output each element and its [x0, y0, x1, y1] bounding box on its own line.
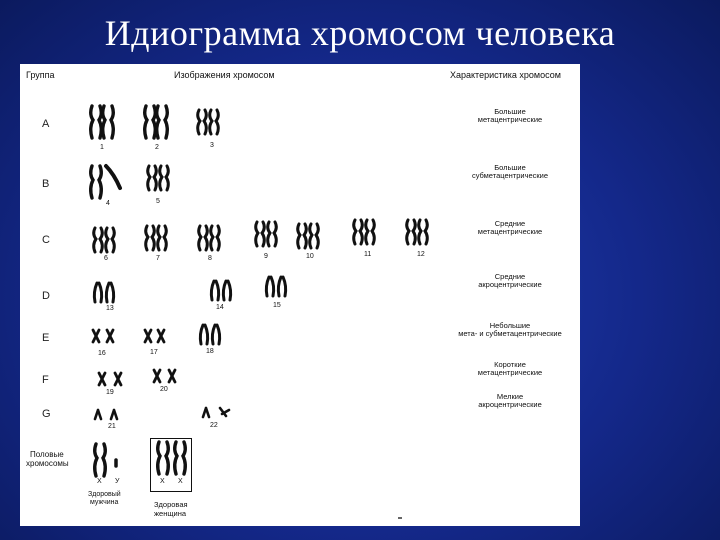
female-caption-1: Здоровая: [154, 500, 188, 509]
male-x-letter: X: [97, 478, 102, 485]
chromosome-number: 1: [100, 144, 104, 151]
sex-chromosomes-label-1: Половые: [30, 450, 64, 459]
chromosome-drawings: [20, 64, 580, 526]
chromosome-number: 4: [106, 200, 110, 207]
chromosome-number: 6: [104, 255, 108, 262]
chromosome-number: 3: [210, 142, 214, 149]
chromosome-number: 21: [108, 423, 116, 430]
chromosome-number: 19: [106, 389, 114, 396]
chromosome-number: 16: [98, 350, 106, 357]
group-e-description: Небольшие мета- и субметацентрические: [458, 321, 562, 338]
chromosome-number: 18: [206, 348, 214, 355]
group-g-description: Мелкие акроцентрические: [478, 392, 542, 409]
group-label-g: G: [42, 408, 51, 420]
group-b-description: Большие субметацентрические: [471, 163, 549, 180]
group-f-description: Короткие метацентрические: [477, 360, 543, 377]
chromosome-number: 7: [156, 255, 160, 262]
chromosome-number: 15: [273, 302, 281, 309]
chromosome-number: 2: [155, 144, 159, 151]
chromosome-number: 10: [306, 253, 314, 260]
group-c-description: Средние метацентрические: [477, 219, 543, 236]
group-label-b: B: [42, 178, 50, 190]
chromosome-number: 8: [208, 255, 212, 262]
chromosome-number: 12: [417, 251, 425, 258]
female-x-letter-2: X: [178, 478, 183, 485]
male-y-letter: У: [115, 478, 120, 485]
chromosome-number: 9: [264, 253, 268, 260]
slide-title: Идиограмма хромосом человека: [104, 13, 616, 53]
group-label-a: A: [42, 118, 50, 130]
group-d-description: Средние акроцентрические: [478, 272, 542, 289]
chromosome-number: 20: [160, 386, 168, 393]
header-group: Группа: [26, 70, 55, 80]
group-label-f: F: [42, 374, 49, 386]
sex-chromosomes-label-2: хромосомы: [26, 459, 69, 468]
group-label-c: C: [42, 234, 50, 246]
header-images: Изображения хромосом: [174, 70, 275, 80]
group-label-e: E: [42, 332, 50, 344]
karyotype-table: [20, 64, 580, 526]
group-label-d: D: [42, 290, 50, 302]
chromosome-number: 17: [150, 349, 158, 356]
group-a-description: Большие метацентрические: [477, 107, 543, 124]
female-x-letter-1: X: [160, 478, 165, 485]
male-caption-1: Здоровый: [88, 491, 121, 498]
chromosome-number: 13: [106, 305, 114, 312]
chromosome-number: 11: [364, 251, 372, 258]
female-caption-2: женщина: [154, 509, 187, 518]
chromosome-number: 5: [156, 198, 160, 205]
chromosome-number: 14: [216, 304, 224, 311]
header-characteristic: Характеристика хромосом: [450, 70, 561, 80]
male-caption-2: мужчина: [90, 499, 119, 506]
chromosome-number: 22: [210, 422, 218, 429]
